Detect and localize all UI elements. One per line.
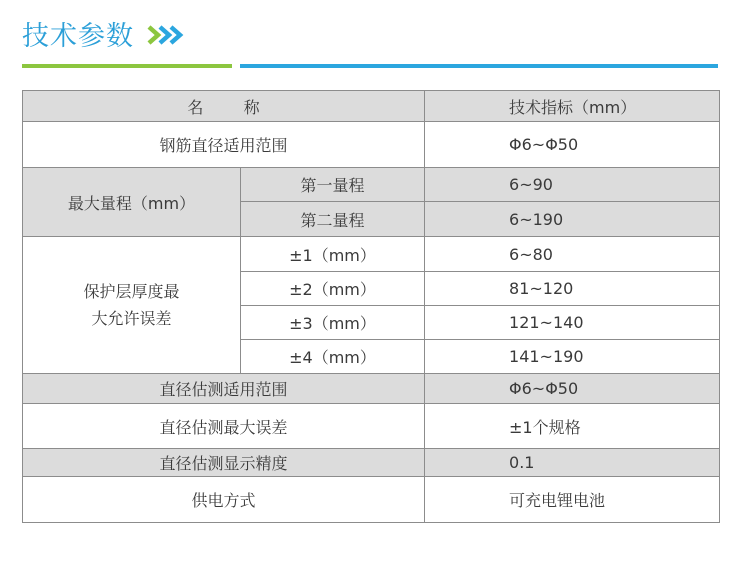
row-value: ±1个规格: [425, 404, 720, 449]
row-value: Φ6~Φ50: [425, 122, 720, 168]
row-label: 直径估测适用范围: [23, 374, 425, 404]
row-label: 最大量程（mm）: [23, 168, 241, 237]
table-row: [23, 449, 720, 477]
header-spec-cell: 技术指标（mm）: [425, 91, 720, 122]
row-label-line: 大允许误差: [91, 309, 172, 328]
spec-table: [22, 90, 720, 523]
row-label: 直径估测显示精度: [23, 449, 425, 477]
row-label: 钢筋直径适用范围: [23, 122, 425, 168]
row-value: 可充电锂电池: [425, 477, 720, 523]
table-row: [23, 237, 720, 272]
header-name-cell: 名 称: [23, 91, 425, 122]
row-value: 81~120: [425, 272, 720, 306]
row-label: [23, 237, 241, 374]
row-sublabel: 第一量程: [241, 168, 425, 202]
row-value: 121~140: [425, 306, 720, 340]
row-sublabel: ±2（mm）: [241, 272, 425, 306]
row-value: Φ6~Φ50: [425, 374, 720, 404]
row-sublabel: ±1（mm）: [241, 237, 425, 272]
row-label-line: 保护层厚度最: [83, 282, 180, 301]
table-row: [23, 168, 720, 202]
row-value: 0.1: [425, 449, 720, 477]
row-value: 6~80: [425, 237, 720, 272]
table-row: [23, 374, 720, 404]
section-title: 技术参数: [22, 21, 134, 52]
row-label: 直径估测最大误差: [23, 404, 425, 449]
row-sublabel: ±4（mm）: [241, 340, 425, 374]
row-sublabel: 第二量程: [241, 202, 425, 237]
table-row: [23, 122, 720, 168]
row-label: 供电方式: [23, 477, 425, 523]
row-value: 6~90: [425, 168, 720, 202]
row-value: 141~190: [425, 340, 720, 374]
row-sublabel: ±3（mm）: [241, 306, 425, 340]
table-row: [23, 404, 720, 449]
row-value: 6~190: [425, 202, 720, 237]
title-underline-green: [22, 64, 232, 68]
table-header-row: [23, 91, 720, 122]
double-chevron-right-icon: [146, 24, 186, 46]
title-underline-blue: [240, 64, 718, 68]
table-row: [23, 477, 720, 523]
